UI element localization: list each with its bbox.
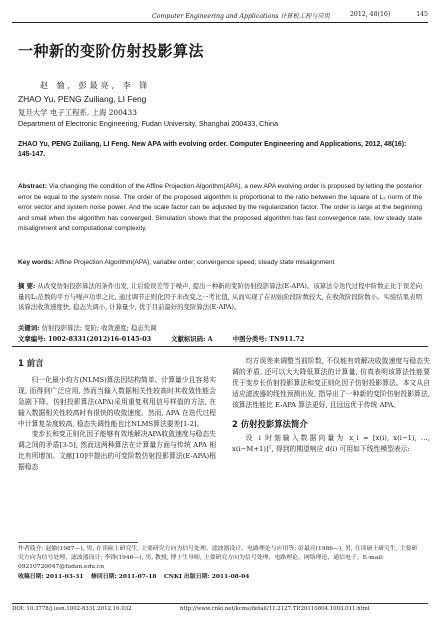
- bottom-rule: [12, 603, 428, 604]
- keywords-cn: [18, 323, 156, 332]
- page-number: 145: [416, 11, 428, 18]
- authors-cn: 赵 愉, 彭最亮, 李 锋: [40, 81, 151, 90]
- cnki-doi: DOI: 10.3778/j.issn.1002-8331.2012.16.032: [12, 606, 132, 612]
- clc-number: 中图分类号: TN911.72: [232, 335, 305, 343]
- article-number: 文章编号: 1002-8331(2012)16-0145-03: [18, 335, 152, 343]
- keywords-en-label: Key words:: [18, 259, 54, 266]
- section-2-title: 2 仿射投影算法简介: [232, 418, 308, 429]
- affiliation-en: Department of Electronic Engineering, Fudan University, Shanghai 200433, China: [18, 119, 278, 128]
- paragraph: 归一化最小均方(NLMS)算法因结构简单、计算量少且容易实现, 而得到广泛应用, 然而当输入数据相关性较高时其收敛性能会急剧下降。仿射投影算法(APA)采用重复利用信号样值的方法, 在输入数据相关性较高时有很快的收敛速度。然而, APA 在迭代过程中计算复杂度较高, 稳态失调性能也比NLMS算法要差[1-2]。: [18, 375, 216, 428]
- classification-line: [18, 334, 422, 343]
- affiliation-cn: 复旦大学 电子工程系, 上海 200433: [18, 108, 137, 117]
- journal-name: Computer Engineering and Applications 计算机工程与应用: [152, 13, 330, 20]
- citation: ZHAO Yu, PENG Zuiliang, LI Feng. New APA with evolving order. Computer Engineering and Applications, 2012, 48(16): 145-147.: [18, 141, 407, 158]
- footnote: [18, 545, 422, 582]
- cnki-url: http://www.cnki.net/kcms/detail/11.2127.TP.20110804.1003.011.html: [180, 606, 370, 612]
- footnote-rule: [18, 542, 138, 543]
- abstract-cn: [18, 281, 422, 313]
- left-column: [18, 356, 216, 473]
- paper-title: 一种新的变阶仿射投影算法: [18, 42, 205, 60]
- keywords-cn-label: 关键词:: [18, 324, 40, 332]
- received-date: 收稿日期: 2011-03-31: [18, 573, 84, 580]
- paragraph: 变步长和变正则化因子能够有效地解决APA收敛速度与稳态失调之间的矛盾[3-5], 然而这两种算法在计算量方面与传统 APA 相比有所增加。文献[10]中提出的可变阶数仿射投影算法(E-APA)根据稳态: [18, 430, 216, 472]
- right-column: [232, 356, 430, 455]
- abstract-cn-label: 摘 要:: [18, 282, 36, 290]
- abstract-cn-text: 从改变仿射投影算法的条件出发, 让后验误差等于噪声, 提出一种新的变阶仿射投影算法(E-APA)。该算法令迭代过程中阶数正比于误差向量的L₂范数的平方与噪声功率之比, 通过调节正则化因子来改变之一考比值, 从而实现了在初始阶段阶数较大, 在收敛阶段阶数小。实验结果表明该算法收敛速度快, 稳态失调小, 计算量少, 优于目前最好的变阶算法(E-APA)。: [18, 282, 422, 312]
- document-code: 文献标识码: A: [171, 335, 213, 343]
- abstract-rule: [12, 346, 428, 347]
- revised-date: 修回日期: 2011-07-18: [90, 573, 157, 580]
- keywords-en: [18, 258, 422, 268]
- keywords-cn-text: 仿射投影算法; 变阶; 收敛速度; 稳态失调: [41, 324, 157, 332]
- authors-en: ZHAO Yu, PENG Zuiliang, LI Feng: [18, 94, 147, 104]
- cnki-date: CNKI 出版日期: 2011-08-04: [163, 573, 250, 580]
- paragraph: 均方误差来调整当前阶数, 不仅能有效解决收敛速度与稳态失调的矛盾, 还可以大大降低算法的计算量, 仿真表明该算法性能要优于变步长仿射投影算法和变正则化因子仿射投影算法。本文从自适应滤波器的线性预测出发, 指导出了一种新的变阶仿射投影算法, 该算法性能比 E-APA 算法更好, 且远远优于传统 APA。: [232, 357, 430, 409]
- bottom-line: [12, 606, 428, 612]
- running-header: [12, 8, 428, 22]
- abstract-en: [18, 182, 422, 235]
- paragraph: 设 i 时刻输入数据向量为 x_i = [x(i), x(i−1), …, x(i−M+1)]ᵀ, 得到的期望响应 d(i) 可用如下线性模型表示:: [232, 434, 430, 454]
- section-1-title: 1 前言: [18, 358, 44, 368]
- abstract-en-text: Via changing the condition of the Affine Projection Algorithm(APA), a new APA evolving order is proposed by letting the posterior error be equal to the system noise. The order of the proposed algorithm is proportional to the ratio between the square of L₂ norm of the error vector and system noise power. And the scale factor can be adjusted by the regularization factor. The order is large at the beginning and small when the algorithm has converged. Simulation shows that the proposed algorithm has fast convergence rate, low steady state misalignment and computational complexity.: [18, 183, 422, 233]
- header-rule: [12, 22, 428, 23]
- journal-volume: 2012, 48(16): [350, 11, 391, 18]
- abstract-en-label: Abstract:: [18, 183, 47, 190]
- dates-line: [18, 572, 422, 582]
- keywords-en-text: Affine Projection Algorithm(APA); variable order; convergence speed; steady state misalignment: [55, 259, 335, 266]
- author-bio: 作者简介: 赵愉(1987—), 男, 在读硕士研究生, 主要研究方向为信号处理、滤波器设计、电路理论与应用等; 彭最亮(1986—), 男, 在读硕士研究生, 主要研究方向为信号处理、滤波器设计; 李锋(1946—), 男, 教授, 博士生导师, 主要研究方向为信号处理、电路理论、网络理论、通信电子。E-mail: 09210720047@fudan.edu.cn: [18, 546, 418, 570]
